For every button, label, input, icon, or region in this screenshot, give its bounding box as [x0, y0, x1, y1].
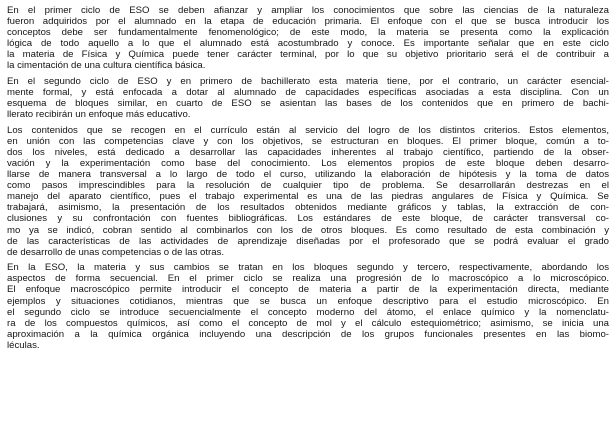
text-line: ra de los compuestos químicos, así como el concepto de mol y el cálculo estequiométrico; asimismo, se inicia una	[7, 317, 609, 329]
text-line: En la ESO, la materia y sus cambios se tratan en los bloques segundo y tercero, respectivamente, abordando los	[7, 262, 609, 274]
text-line: esquema de bloques similar, en cuarto de ESO se asientan las bases de los contenidos que en primero de bachi-	[7, 98, 609, 110]
text-line: dos los niveles, está dedicado a desarrollar las capacidades inherentes al trabajo científico, partiendo de la obser-	[7, 146, 609, 158]
text-line: mente formal, y está enfocada a dotar al alumnado de capacidades específicas asociadas a esta disciplina. Con un	[7, 87, 609, 99]
text-line: la materia de Física y Química puede tener carácter terminal, por lo que su objetivo prioritario será el de contribuir a	[7, 49, 609, 61]
text-line: clusiones y su confrontación con fuentes bibliográficas. Los estándares de este bloque, de carácter transversal co-	[7, 213, 609, 225]
paragraph	[7, 262, 609, 351]
text-line: llarse de manera transversal a lo largo de todo el curso, utilizando la elaboración de hipótesis y la toma de datos	[7, 169, 609, 181]
paragraph	[7, 125, 609, 258]
text-line: En el primer ciclo de ESO se deben afianzar y ampliar los conocimientos que sobre las ciencias de la naturaleza	[7, 5, 609, 16]
text-line: en unión con las competencias clave y con los objetivos, se estructuran en bloques. El primer bloque, común a to-	[7, 135, 609, 147]
text-line: el segundo ciclo se introduce secuencialmente el concepto moderno del átomo, el enlace químico y la nomenclatu-	[7, 306, 609, 318]
text-line: mo ya se indicó, cobran sentido al combinarlos con los de otros bloques. Es como resultado de esta combinación y	[7, 224, 609, 236]
text-line: trabajará, asimismo, la presentación de los resultados obtenidos mediante gráficos y tablas, la extracción de con-	[7, 202, 609, 214]
text-line: aspectos de forma secuencial. En el primer ciclo se realiza una progresión de lo macroscópico a lo microscópico.	[7, 273, 609, 285]
text-line: Los contenidos que se recogen en el currículo están al servicio del logro de los distintos criterios. Estos elementos,	[7, 124, 609, 136]
text-line: de las características de las actividades de aprendizaje diseñadas por el profesorado que se podrá evaluar el grado	[7, 235, 609, 247]
text-line: vación y la experimentación como base del conocimiento. Los elementos propios de este bloque deben desarro-	[7, 158, 609, 169]
text-line: de desarrollo de unas competencias o de las otras.	[7, 246, 225, 258]
document-body	[7, 5, 609, 355]
text-line: El enfoque macroscópico permite introducir el concepto de materia a partir de la experimentación directa, mediante	[7, 284, 609, 296]
text-line: la cimentación de una cultura científica básica.	[7, 60, 206, 72]
text-line: llerato recibirán un enfoque más educativo.	[7, 109, 191, 121]
text-line: conceptos debe ser fundamentalmente fenomenológico; de este modo, la materia se presenta como la explicación	[7, 27, 609, 39]
text-line: manejo del aparato científico, pues el trabajo experimental es una de las piedras angulares de Física y Química. Se	[7, 191, 609, 203]
paragraph	[7, 5, 609, 72]
text-line: léculas.	[7, 339, 40, 351]
text-line: lógica de todo aquello a lo que el alumnado está acostumbrado y conoce. Es importante señalar que en este ciclo	[7, 38, 609, 50]
text-line: fueron adquiridos por el alumnado en la etapa de educación primaria. El enfoque con el que se busca introducir los	[7, 16, 609, 28]
text-line: En el segundo ciclo de ESO y en primero de bachillerato esta materia tiene, por el contrario, un carácter esencial-	[7, 75, 609, 87]
text-line: aproximación a la química orgánica incluyendo una descripción de los grupos funcionales presentes en las biomo-	[7, 328, 609, 340]
text-line: ejemplos y situaciones cotidianos, mientras que se busca un enfoque descriptivo para el estudio microscópico. En	[7, 295, 609, 307]
paragraph	[7, 76, 609, 120]
text-line: como pasos imprescindibles para la resolución de cualquier tipo de problema. Se desarrollarán destrezas en el	[7, 180, 609, 192]
